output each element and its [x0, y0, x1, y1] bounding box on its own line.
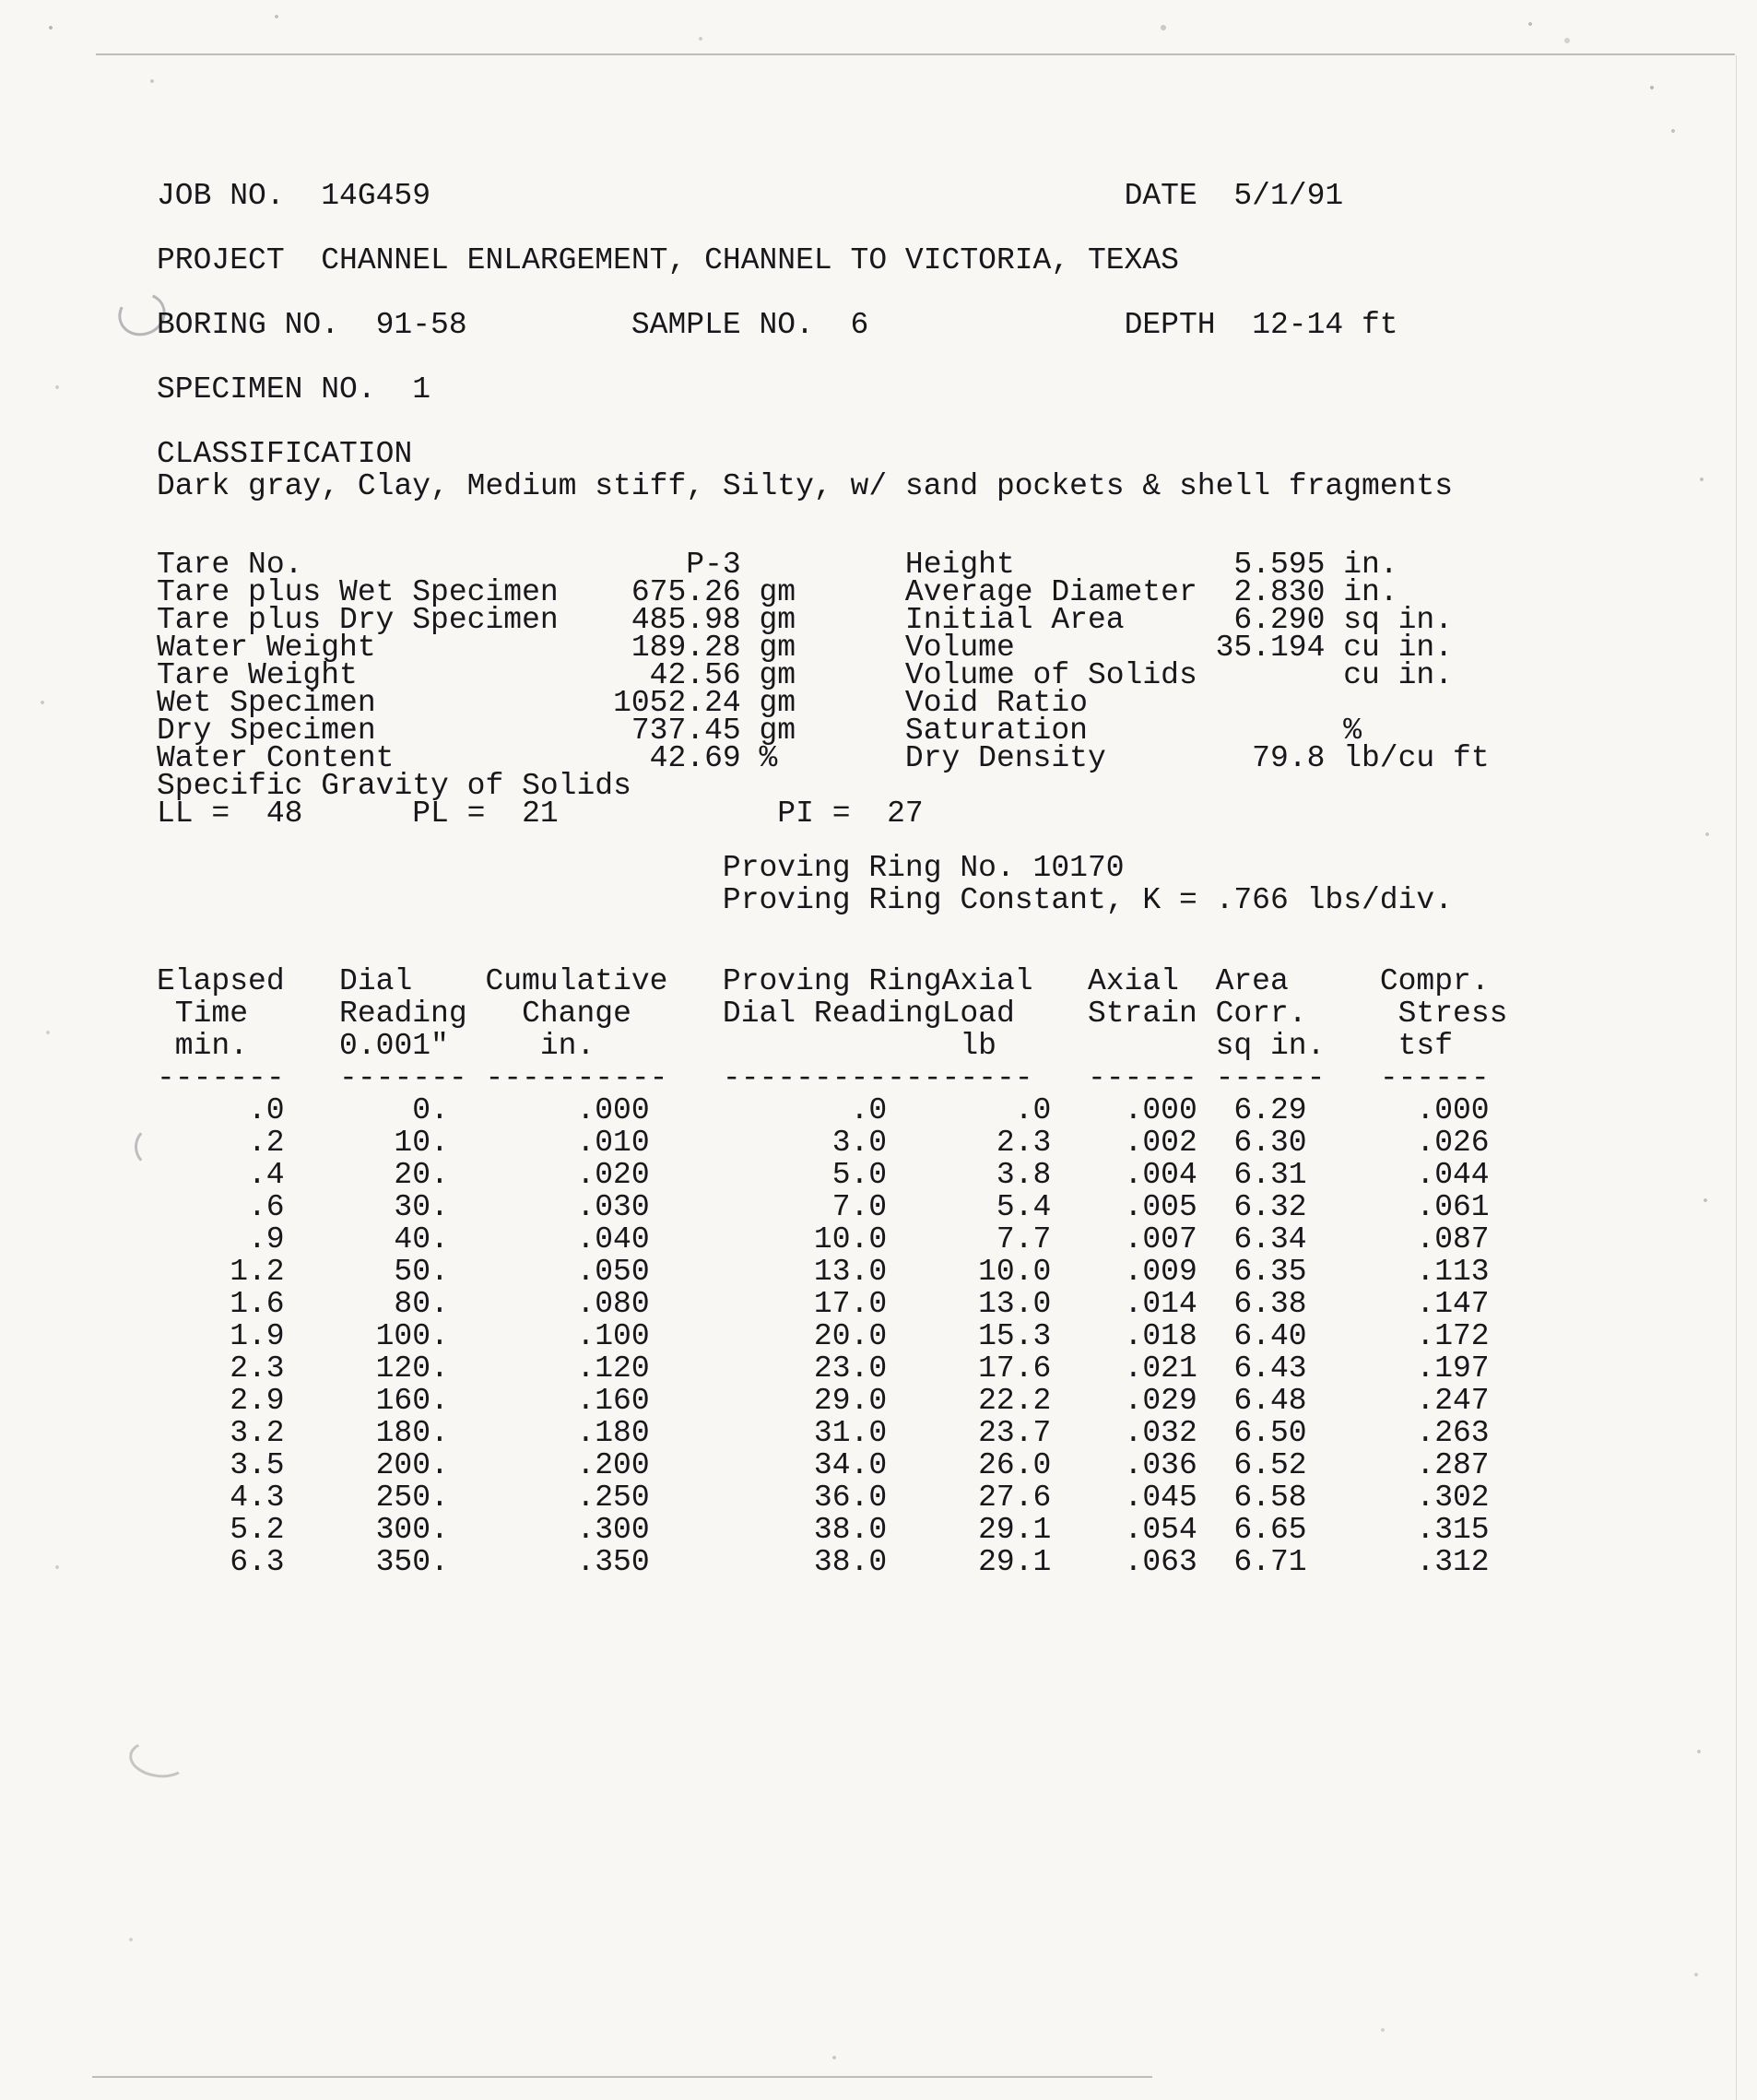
depth-value: 12-14 ft: [1252, 308, 1398, 342]
table-row: [157, 1095, 1742, 1128]
header-rule: ------: [1215, 1061, 1326, 1095]
table-cell: 26.0: [978, 1448, 1052, 1482]
property-unit: gm: [759, 658, 796, 692]
column-header: lb: [960, 1029, 996, 1063]
table-cell: 50.: [394, 1255, 449, 1289]
column-header: Load: [941, 997, 1015, 1031]
table-cell: 2.3: [996, 1126, 1052, 1160]
table-cell: .080: [576, 1287, 650, 1321]
ll-value: 48: [265, 796, 303, 831]
table-cell: 36.0: [813, 1481, 888, 1515]
table-cell: .147: [1416, 1287, 1490, 1321]
column-header: sq in.: [1215, 1029, 1326, 1063]
table-cell: .312: [1416, 1545, 1490, 1579]
table-cell: 5.4: [996, 1190, 1052, 1224]
table-cell: 6.71: [1233, 1545, 1307, 1579]
property-unit: in.: [1343, 575, 1398, 609]
pi-value: 27: [887, 796, 924, 831]
table-cell: 38.0: [813, 1513, 888, 1547]
classification-label: CLASSIFICATION: [157, 437, 413, 471]
table-cell: .014: [1124, 1287, 1197, 1321]
property-unit: lb/cu ft: [1343, 741, 1490, 775]
table-row: [157, 1515, 1742, 1548]
table-cell: .113: [1416, 1255, 1490, 1289]
table-cell: 3.2: [230, 1416, 285, 1450]
table-cell: 0.: [412, 1093, 449, 1127]
table-cell: .120: [576, 1351, 650, 1386]
table-cell: 4.3: [230, 1481, 285, 1515]
table-row: [157, 1482, 1742, 1516]
property-label: Dry Density: [904, 741, 1106, 775]
table-cell: 6.30: [1233, 1126, 1307, 1160]
table-cell: 6.58: [1233, 1481, 1307, 1515]
header-rule: -------: [157, 1061, 285, 1095]
project-label: PROJECT: [157, 243, 285, 277]
table-cell: .250: [576, 1481, 650, 1515]
property-unit: gm: [759, 603, 796, 637]
date-label: DATE: [1124, 179, 1197, 213]
table-cell: 6.48: [1233, 1384, 1307, 1418]
property-label: Wet Specimen: [157, 686, 376, 720]
column-header: tsf: [1397, 1029, 1454, 1063]
table-cell: 20.0: [813, 1319, 888, 1353]
table-cell: 80.: [394, 1287, 449, 1321]
specimen-no-value: 1: [412, 372, 431, 407]
property-label: Water Weight: [157, 631, 376, 665]
property-unit: %: [759, 741, 778, 775]
table-row: [157, 1256, 1742, 1290]
table-cell: 6.52: [1233, 1448, 1307, 1482]
column-header: 0.001": [339, 1029, 449, 1063]
table-cell: 1.6: [230, 1287, 285, 1321]
property-unit: gm: [759, 714, 796, 748]
table-cell: 160.: [375, 1384, 449, 1418]
table-cell: .004: [1124, 1158, 1197, 1192]
column-header: Proving Ring: [722, 964, 942, 998]
table-cell: .018: [1124, 1319, 1197, 1353]
table-cell: 29.0: [813, 1384, 888, 1418]
table-cell: 1.9: [230, 1319, 285, 1353]
property-value: 485.98: [631, 603, 741, 637]
table-cell: 5.0: [831, 1158, 888, 1192]
table-cell: 7.7: [996, 1222, 1052, 1256]
table-cell: 29.1: [978, 1513, 1052, 1547]
property-value: 35.194: [1215, 631, 1326, 665]
table-cell: .010: [576, 1126, 650, 1160]
column-header: Axial: [941, 964, 1033, 998]
table-header-line: [157, 1031, 1742, 1064]
table-cell: .263: [1416, 1416, 1490, 1450]
proving-ring-constant-label: Proving Ring Constant, K =: [722, 883, 1197, 917]
property-label: Tare plus Wet Specimen: [157, 575, 559, 609]
table-cell: 10.0: [978, 1255, 1052, 1289]
table-cell: 15.3: [978, 1319, 1052, 1353]
table-cell: .032: [1124, 1416, 1197, 1450]
table-cell: 10.: [394, 1126, 449, 1160]
property-label: Tare No.: [157, 548, 303, 582]
table-cell: 300.: [375, 1513, 449, 1547]
table-cell: .044: [1416, 1158, 1490, 1192]
table-cell: 22.2: [978, 1384, 1052, 1418]
table-cell: .007: [1124, 1222, 1197, 1256]
table-cell: .300: [576, 1513, 650, 1547]
table-row: [157, 1127, 1742, 1161]
property-label: Average Diameter: [904, 575, 1197, 609]
table-cell: 30.: [394, 1190, 449, 1224]
table-row: [157, 1418, 1742, 1451]
table-row: [157, 1224, 1742, 1257]
property-unit: cu in.: [1343, 658, 1454, 692]
table-cell: .287: [1416, 1448, 1490, 1482]
table-cell: .172: [1416, 1319, 1490, 1353]
column-header: Stress: [1397, 997, 1508, 1031]
page-edge-bottom: [92, 2076, 1152, 2078]
column-header: in.: [539, 1029, 595, 1063]
classification-text-line: [157, 471, 1742, 504]
classification-value: Dark gray, Clay, Medium stiff, Silty, w/ sand pockets & shell fragments: [157, 469, 1454, 503]
property-value: P-3: [686, 548, 741, 582]
table-cell: 2.3: [230, 1351, 285, 1386]
property-value: 189.28: [631, 631, 741, 665]
table-row: [157, 1450, 1742, 1483]
table-cell: 13.0: [813, 1255, 888, 1289]
table-cell: 180.: [375, 1416, 449, 1450]
property-unit: in.: [1343, 548, 1398, 582]
table-cell: 5.2: [230, 1513, 285, 1547]
table-cell: .0: [248, 1093, 285, 1127]
table-cell: 200.: [375, 1448, 449, 1482]
property-unit: gm: [759, 631, 796, 665]
table-row: [157, 1160, 1742, 1193]
table-cell: .4: [248, 1158, 285, 1192]
table-cell: .063: [1124, 1545, 1197, 1579]
table-cell: .247: [1416, 1384, 1490, 1418]
column-header: Dial Reading: [722, 997, 942, 1031]
table-cell: 34.0: [813, 1448, 888, 1482]
table-cell: 350.: [375, 1545, 449, 1579]
date-value: 5/1/91: [1233, 179, 1344, 213]
table-cell: 3.0: [831, 1126, 888, 1160]
table-cell: .040: [576, 1222, 650, 1256]
table-row: [157, 1547, 1742, 1580]
table-cell: 23.7: [978, 1416, 1052, 1450]
table-header-line: [157, 998, 1742, 1032]
table-header-line: [157, 966, 1742, 999]
property-unit: gm: [759, 686, 796, 720]
table-cell: .160: [576, 1384, 650, 1418]
table-cell: 6.29: [1233, 1093, 1307, 1127]
header-rule: ------: [1087, 1061, 1197, 1095]
table-cell: 6.32: [1233, 1190, 1307, 1224]
table-cell: 6.65: [1233, 1513, 1307, 1547]
table-cell: .200: [576, 1448, 650, 1482]
table-cell: 40.: [394, 1222, 449, 1256]
table-cell: 120.: [375, 1351, 449, 1386]
proving-ring-constant-value: .766 lbs/div.: [1215, 883, 1454, 917]
table-cell: .005: [1124, 1190, 1197, 1224]
depth-label: DEPTH: [1124, 308, 1216, 342]
pl-value: 21: [522, 796, 559, 831]
boring-no-label: BORING NO.: [157, 308, 340, 342]
table-cell: 31.0: [813, 1416, 888, 1450]
column-header: min.: [174, 1029, 249, 1063]
proving-ring-number-line: [157, 853, 1742, 886]
property-unit: cu in.: [1343, 631, 1454, 665]
sample-no-label: SAMPLE NO.: [631, 308, 814, 342]
table-cell: 20.: [394, 1158, 449, 1192]
table-cell: .061: [1416, 1190, 1490, 1224]
table-cell: .000: [1124, 1093, 1197, 1127]
table-cell: .050: [576, 1255, 650, 1289]
property-label: Dry Specimen: [157, 714, 376, 748]
table-cell: .100: [576, 1319, 650, 1353]
table-cell: .030: [576, 1190, 650, 1224]
column-header: Dial: [339, 964, 413, 998]
table-cell: 250.: [375, 1481, 449, 1515]
header-rule: -------: [339, 1061, 467, 1095]
proving-ring-constant-line: [157, 885, 1742, 918]
table-cell: 6.38: [1233, 1287, 1307, 1321]
sample-no-value: 6: [850, 308, 869, 342]
header-rule: ----------: [485, 1061, 668, 1095]
column-header: Reading: [339, 997, 467, 1031]
proving-ring-block: [157, 853, 1742, 936]
property-unit: sq in.: [1343, 603, 1454, 637]
table-cell: .054: [1124, 1513, 1197, 1547]
table-row: [157, 1386, 1742, 1419]
table-cell: 2.9: [230, 1384, 285, 1418]
table-cell: 10.0: [813, 1222, 888, 1256]
project-line: [157, 245, 1742, 278]
property-unit: gm: [759, 575, 796, 609]
property-label: Initial Area: [904, 603, 1125, 637]
table-cell: 23.0: [813, 1351, 888, 1386]
column-header: Change: [522, 997, 631, 1031]
table-cell: 6.31: [1233, 1158, 1307, 1192]
property-value: 5.595: [1233, 548, 1326, 582]
column-header: Time: [174, 997, 249, 1031]
table-cell: .026: [1416, 1126, 1490, 1160]
table-cell: .002: [1124, 1126, 1197, 1160]
property-value: 1052.24: [613, 686, 741, 720]
table-cell: .302: [1416, 1481, 1490, 1515]
table-cell: 6.50: [1233, 1416, 1307, 1450]
table-cell: 38.0: [813, 1545, 888, 1579]
properties-block: [157, 549, 1742, 835]
specimen-line: [157, 374, 1742, 407]
property-value: 42.69: [649, 741, 741, 775]
pi-label: PI =: [777, 796, 851, 831]
property-label: Volume of Solids: [904, 658, 1197, 692]
header-rule: ------------: [722, 1061, 942, 1095]
table-cell: .036: [1124, 1448, 1197, 1482]
project-value: CHANNEL ENLARGEMENT, CHANNEL TO VICTORIA, TEXAS: [321, 243, 1179, 277]
table-row: [157, 1353, 1742, 1386]
table-cell: .021: [1124, 1351, 1197, 1386]
ink-smudge-mark: [127, 1737, 191, 1782]
pl-label: PL =: [412, 796, 486, 831]
property-row: [157, 771, 1742, 804]
property-value: 79.8: [1252, 741, 1326, 775]
table-cell: .0: [1014, 1093, 1052, 1127]
job-no-label: JOB NO.: [157, 179, 285, 213]
table-cell: .087: [1416, 1222, 1490, 1256]
property-value: 2.830: [1233, 575, 1326, 609]
column-header: Elapsed: [157, 964, 285, 998]
table-cell: .000: [576, 1093, 650, 1127]
proving-ring-no-value: 10170: [1032, 851, 1125, 885]
table-cell: .350: [576, 1545, 650, 1579]
table-cell: .180: [576, 1416, 650, 1450]
table-cell: 7.0: [831, 1190, 888, 1224]
page-edge-top: [96, 53, 1735, 55]
property-value: 737.45: [631, 714, 741, 748]
property-label: Void Ratio: [904, 686, 1088, 720]
property-value: 675.26: [631, 575, 741, 609]
table-cell: .2: [248, 1126, 285, 1160]
table-cell: .197: [1416, 1351, 1490, 1386]
table-header-rule: [157, 1063, 1742, 1096]
table-cell: .045: [1124, 1481, 1197, 1515]
table-cell: .029: [1124, 1384, 1197, 1418]
property-label: Tare Weight: [157, 658, 358, 692]
column-header: Corr.: [1215, 997, 1307, 1031]
table-row: [157, 1321, 1742, 1354]
table-cell: 29.1: [978, 1545, 1052, 1579]
boring-sample-depth-line: [157, 310, 1742, 343]
ll-label: LL =: [157, 796, 230, 831]
table-cell: 3.5: [230, 1448, 285, 1482]
document-header: [157, 181, 1742, 531]
table-cell: 17.6: [978, 1351, 1052, 1386]
table-cell: 6.35: [1233, 1255, 1307, 1289]
test-data-table: [157, 966, 1742, 1611]
property-label: Tare plus Dry Specimen: [157, 603, 559, 637]
table-cell: 6.34: [1233, 1222, 1307, 1256]
table-cell: 6.3: [230, 1545, 285, 1579]
job-no-value: 14G459: [321, 179, 431, 213]
property-value: 6.290: [1233, 603, 1326, 637]
table-cell: 6.43: [1233, 1351, 1307, 1386]
header-rule: ------: [1379, 1061, 1490, 1095]
table-cell: .315: [1416, 1513, 1490, 1547]
property-label: Specific Gravity of Solids: [157, 769, 631, 803]
table-cell: 13.0: [978, 1287, 1052, 1321]
table-cell: 17.0: [813, 1287, 888, 1321]
table-cell: 100.: [375, 1319, 449, 1353]
table-cell: .020: [576, 1158, 650, 1192]
table-cell: 6.40: [1233, 1319, 1307, 1353]
column-header: Cumulative: [485, 964, 668, 998]
column-header: Compr.: [1379, 964, 1490, 998]
table-cell: 3.8: [996, 1158, 1052, 1192]
table-cell: .6: [248, 1190, 285, 1224]
specimen-no-label: SPECIMEN NO.: [157, 372, 376, 407]
table-cell: 1.2: [230, 1255, 285, 1289]
proving-ring-no-label: Proving Ring No.: [722, 851, 1015, 885]
table-cell: 27.6: [978, 1481, 1052, 1515]
table-cell: .009: [1124, 1255, 1197, 1289]
property-unit: %: [1343, 714, 1362, 748]
table-row: [157, 1192, 1742, 1225]
table-cell: .9: [248, 1222, 285, 1256]
property-label: Water Content: [157, 741, 395, 775]
boring-no-value: 91-58: [375, 308, 467, 342]
header-rule: -----: [941, 1061, 1033, 1095]
column-header: Axial: [1087, 964, 1179, 998]
table-cell: .0: [850, 1093, 888, 1127]
column-header: Strain: [1087, 997, 1197, 1031]
property-value: 42.56: [649, 658, 741, 692]
property-label: Volume: [904, 631, 1015, 665]
column-header: Area: [1215, 964, 1289, 998]
table-cell: .000: [1416, 1093, 1490, 1127]
property-label: Height: [904, 548, 1015, 582]
property-label: Saturation: [904, 714, 1088, 748]
table-row: [157, 1289, 1742, 1322]
classification-heading-line: [157, 439, 1742, 472]
job-date-line: [157, 181, 1742, 214]
